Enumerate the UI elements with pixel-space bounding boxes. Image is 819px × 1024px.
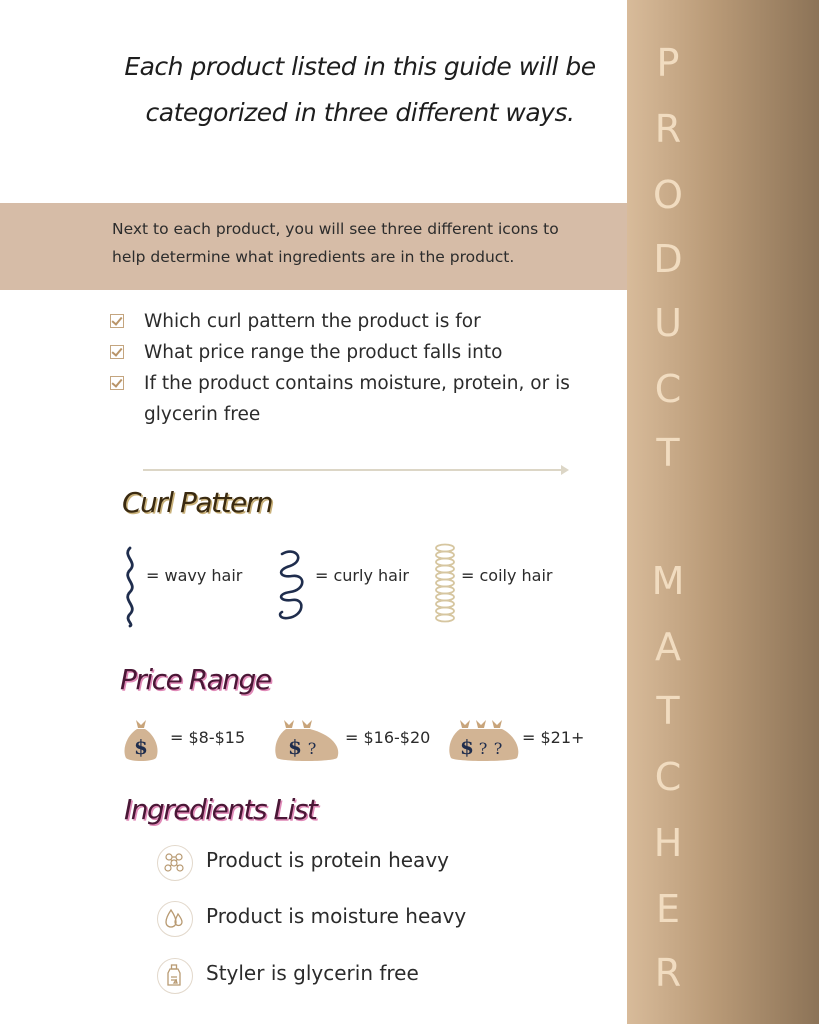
ingredient-label: Product is moisture heavy: [206, 904, 467, 928]
price-tier-1-label: = $8-$15: [170, 728, 246, 747]
svg-text:$: $: [134, 735, 148, 759]
sidebar-letter: E: [655, 887, 680, 931]
intro-line: categorized in three different ways.: [145, 98, 575, 127]
ingredient-icon-circle: [157, 958, 193, 994]
sidebar-letter: M: [651, 559, 685, 603]
svg-text:?: ?: [307, 739, 317, 758]
sidebar-letter: P: [656, 41, 680, 85]
checkbox-checked-icon: [110, 314, 124, 328]
checklist: [108, 306, 618, 430]
checkbox-checked-icon: [110, 376, 124, 390]
curly-hair-icon: [274, 548, 308, 622]
svg-text:?: ?: [493, 739, 503, 758]
checklist-item-label: Which curl pattern the product is for: [144, 311, 481, 332]
sidebar-letter: A: [655, 625, 681, 669]
info-band-line: Next to each product, you will see three different icons to: [112, 220, 559, 238]
svg-text:$: $: [288, 735, 302, 759]
info-band-text: [112, 215, 622, 271]
sidebar-letter: R: [654, 107, 682, 151]
divider-line: [143, 469, 565, 471]
ingredient-label: Product is protein heavy: [206, 848, 449, 872]
money-bag-icon: [120, 716, 162, 762]
curly-hair-label: = curly hair: [315, 566, 409, 585]
price-range-title: Price Range: [120, 663, 271, 696]
wavy-hair-label: = wavy hair: [146, 566, 243, 585]
sidebar-letter: C: [654, 367, 682, 411]
sidebar-letter: C: [654, 755, 682, 799]
checklist-item-label: If the product contains moisture, protein, or is glycerin free: [144, 373, 570, 425]
curl-pattern-title: Curl Pattern: [122, 486, 272, 519]
checklist-item: [108, 368, 618, 430]
glycerin-bottle-icon: [158, 959, 191, 992]
sidebar-letter: H: [653, 821, 683, 865]
checklist-item: [108, 337, 618, 368]
sidebar-letter: U: [654, 301, 682, 345]
checklist-item: [108, 306, 618, 337]
wavy-hair-icon: [120, 546, 142, 628]
money-bag-icon: [448, 716, 520, 762]
sidebar-letter: T: [656, 689, 680, 733]
intro-line: Each product listed in this guide will be: [124, 52, 596, 81]
ingredient-icon-circle: [157, 845, 193, 881]
arrow-right-icon: [561, 465, 569, 475]
svg-text:$: $: [460, 735, 474, 759]
intro-heading: [70, 44, 650, 136]
price-tier-3-label: = $21+: [522, 728, 585, 747]
sidebar-letter: T: [656, 431, 680, 475]
checklist-item-label: What price range the product falls into: [144, 342, 503, 363]
protein-icon: [158, 846, 191, 879]
svg-text:?: ?: [478, 739, 488, 758]
info-band-line: help determine what ingredients are in the product.: [112, 248, 515, 266]
checkbox-checked-icon: [110, 345, 124, 359]
price-tier-2-label: = $16-$20: [345, 728, 431, 747]
money-bag-icon: [274, 716, 340, 762]
sidebar-letter: D: [653, 237, 683, 281]
sidebar-letter: R: [654, 951, 682, 995]
ingredient-icon-circle: [157, 901, 193, 937]
sidebar-panel: [627, 0, 819, 1024]
coily-hair-label: = coily hair: [461, 566, 553, 585]
moisture-drops-icon: [158, 902, 191, 935]
ingredient-label: Styler is glycerin free: [206, 961, 419, 985]
coily-hair-icon: [432, 542, 458, 624]
ingredients-title: Ingredients List: [124, 793, 317, 826]
sidebar-letter: O: [653, 173, 683, 217]
